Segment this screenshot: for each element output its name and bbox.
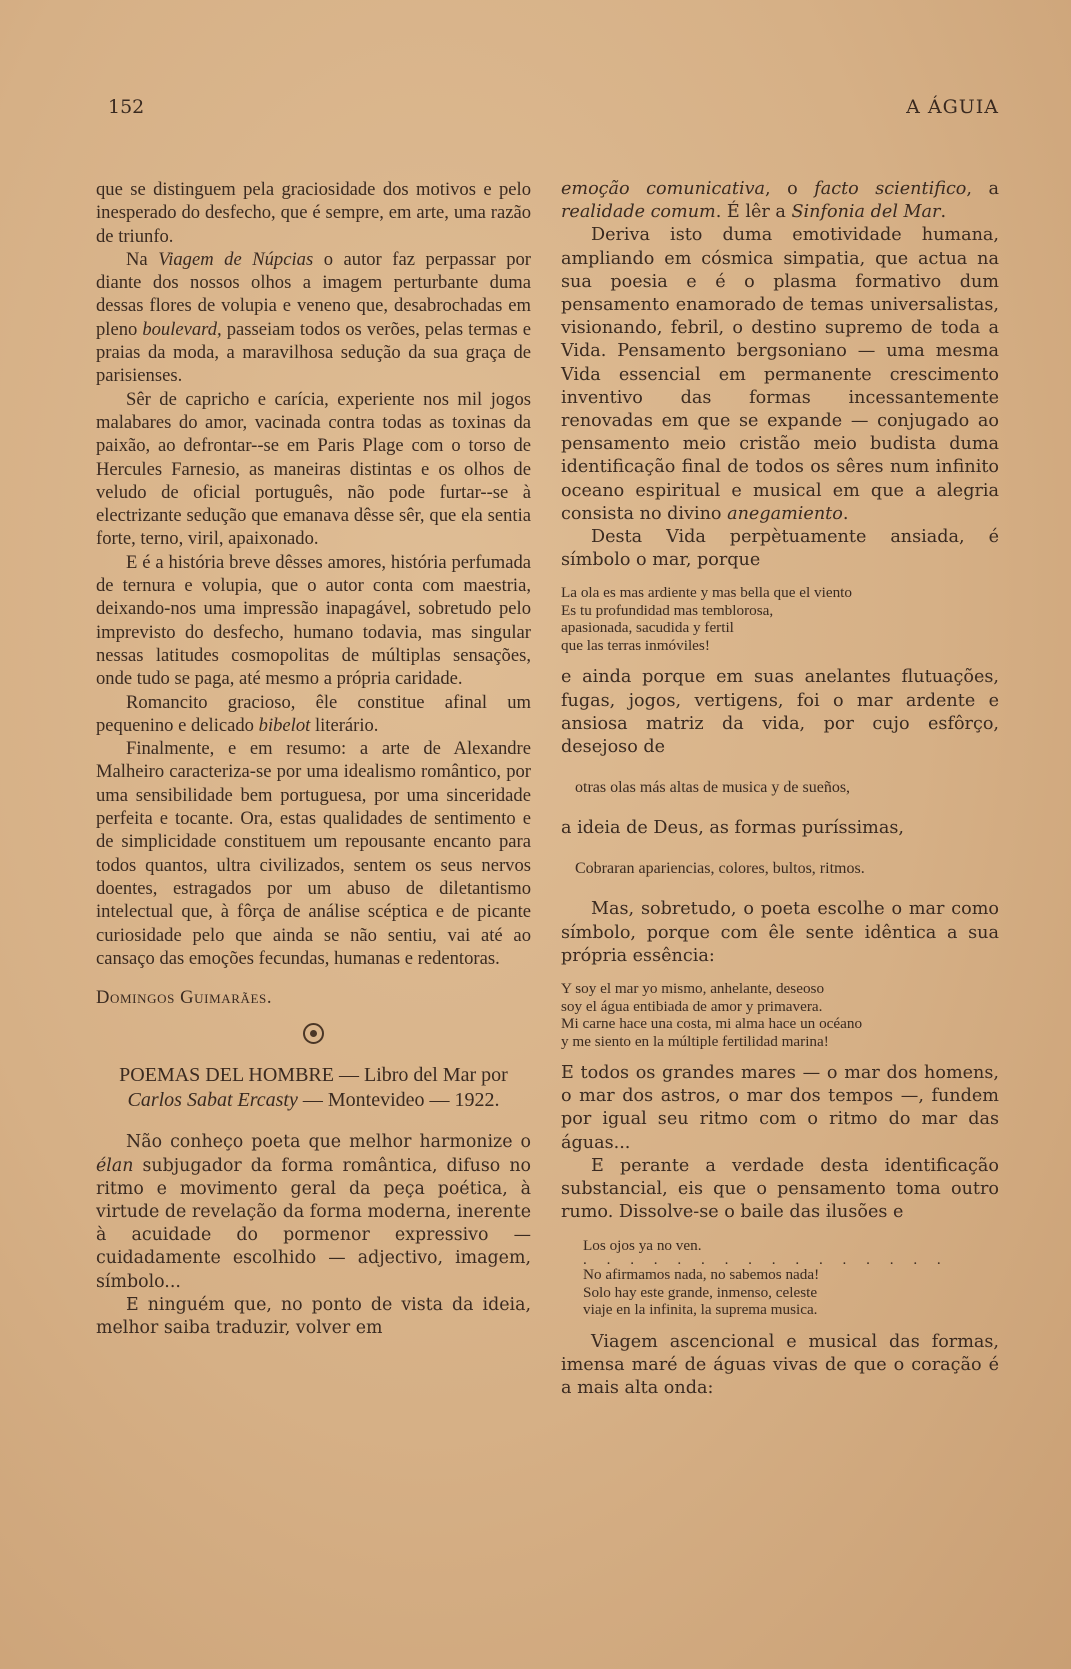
section-ornament-icon: [96, 1023, 531, 1049]
quote-line: Cobraran apariencias, colores, bultos, ritmos.: [575, 860, 865, 878]
poem-line: La ola es mas ardiente y mas bella que el viento: [561, 584, 852, 602]
poem-quote: [561, 584, 999, 654]
paragraph: [96, 248, 531, 388]
paragraph: que se distinguem pela graciosidade dos motivos e pelo inesperado do desfecho, que é sempre, em arte, uma razão de triunfo.: [96, 179, 531, 247]
book-title: Viagem de Núpcias: [158, 248, 314, 270]
paragraph: Finalmente, e em resumo: a arte de Alexandre Malheiro caracteriza-se por uma idealismo romântico, por uma sensibilidade bem portuguesa, por uma sinceridade perfeita e tocante. Ora, estas qualidades de sentimento e de simplicidade constituem um repousante encanto para todos quantos, ultra civilizados, sentem os seus nervos doentes, estragados por um abuso de diletantismo intelectual que, à fôrça de análise scéptica e de picante curiosidade pelo que ainda se não sentiu, vai até ao cansaço das emoções fecundas, humanas e redentoras.: [96, 738, 531, 969]
italic-word: anegamiento: [727, 503, 843, 524]
paragraph: Viagem ascencional e musical das formas, imensa maré de águas vivas de que o coração é a mais alta onda:: [561, 1331, 999, 1398]
paragraph: e ainda porque em suas anelantes flutuações, fugas, jogos, vertigens, foi o mar ardente e ansiosa matriz da vida, por cujo esfôrço, desejoso de: [561, 667, 999, 758]
signature: Domingos Guimarães.: [96, 987, 273, 1009]
text: Não conheço poeta que melhor harmonize o: [126, 1132, 531, 1153]
left-column: [96, 178, 531, 1340]
poem-line: No afirmamos nada, no sabemos nada!: [583, 1266, 820, 1283]
poem-quote: [561, 980, 999, 1050]
italic-phrase: emoção comunicativa: [561, 179, 766, 199]
poem-line: Es tu profundidad mas temblorosa,: [561, 601, 774, 619]
poem-line: viaje en la infinita, la suprema musica.: [583, 1301, 818, 1318]
book-heading: [96, 1063, 531, 1113]
poem-quote: [561, 1237, 999, 1319]
italic-phrase: realidade comum: [561, 202, 716, 223]
text: Na: [126, 248, 159, 270]
paragraph: [561, 178, 999, 224]
text: literário.: [310, 714, 379, 736]
text: , o: [765, 179, 815, 199]
paragraph: Sêr de capricho e carícia, experiente nos mil jogos malabares do amor, vacinada contra todas as toxinas da paixão, ao defrontar--se em Paris Plage com o torso de Hercules Farnesio, as maneiras distintas e os olhos de veludo de oficial português, não pode furtar--se à electrizante sedução que emanava dêsse sêr, que ela sentia forte, terno, viril, apaixonado.: [96, 388, 531, 550]
italic-phrase: facto scientifico: [814, 179, 967, 199]
paragraph: E é a história breve dêsses amores, história perfumada de ternura e volupia, que o autor conta com maestria, deixando-nos uma impressão inapagável, sobretudo pelo imprevisto do desfecho, humano todavia, mas singular nessas latitudes cosmopolitas de múltiplas sensações, onde tudo se paga, até mesmo a própria caridade.: [96, 551, 531, 690]
paragraph: E perante a verdade desta identificação substancial, eis que o pensamento toma outro rumo. Dissolve-se o baile das ilusões e: [561, 1155, 999, 1223]
paragraph: Desta Vida perpètuamente ansiada, é símbolo o mar, porque: [561, 527, 999, 571]
paragraph: E todos os grandes mares — o mar dos homens, o mar dos astros, o mar dos tempos —, fundem por igual seu ritmo com o ritmo do mar das águas...: [561, 1063, 999, 1153]
page-number: 152: [108, 96, 145, 118]
poem-ellipsis: . . . . . . . . . . . . . . . .: [583, 1251, 949, 1268]
text: subjugador da forma romântica, difuso no ritmo e movimento geral da peça poética, à virtude de revelação da forma moderna, inerente à acuidade do pormenor expressivo — cuidadamente escolhido — adjectivo, imagem, símbolo...: [96, 1155, 531, 1292]
text: o autor faz perpassar por diante dos nossos olhos a imagem perturbante duma dessas flores de volupia e veneno que, desabrochadas em pleno: [96, 248, 531, 340]
italic-word: bibelot: [258, 714, 311, 736]
text: Deriva isto duma emotividade humana, ampliando em cósmica simpatia, que actua na sua poesia e é o plasma formativo dum pensamento enamorado de temas universalistas, visionando, febril, o destino supremo de toda a Vida. Pensamento bergsoniano — uma mesma Vida essencial em permanente crescimento inventivo das formas incessantemente renovadas em que se expande — conjugado ao pensamento meio cristão meio budista duma identificação final de todos os sêres num infinito oceano espiritual e musical em que a alegria consista no divino: [561, 225, 999, 524]
text: . É lêr a: [715, 202, 792, 223]
poem-line: Los ojos ya no ven.: [583, 1236, 702, 1254]
poem-line: Y soy el mar yo mismo, anhelante, deseoso: [561, 980, 825, 998]
poem-line: Mi carne hace una costa, mi alma hace un océano: [561, 1015, 863, 1033]
right-column: [561, 178, 999, 1400]
paragraph: E ninguém que, no ponto de vista da ideia, melhor saiba traduzir, volver em: [96, 1294, 531, 1339]
italic-phrase: Sinfonia del Mar: [791, 202, 941, 223]
text: POEMAS DEL HOMBRE — Libro del Mar por: [119, 1064, 508, 1087]
paragraph: a ideia de Deus, as formas puríssimas,: [561, 818, 904, 839]
text: .: [940, 202, 947, 223]
poem-line: apasionada, sacudida y fertil: [561, 619, 734, 637]
book-author: Carlos Sabat Ercasty: [127, 1089, 298, 1112]
poem-line: soy el água entibiada de amor y primavera.: [561, 997, 823, 1015]
paragraph: [96, 1131, 531, 1293]
paragraph: [561, 224, 999, 526]
page-header: [108, 96, 999, 122]
text: — Montevideo — 1922.: [297, 1089, 500, 1112]
quote-line: otras olas más altas de musica y de sueños,: [575, 779, 851, 797]
running-head: A ÁGUIA: [906, 96, 999, 118]
text: , a: [966, 179, 999, 199]
poem-line: Solo hay este grande, inmenso, celeste: [583, 1283, 818, 1301]
italic-word: élan: [96, 1155, 134, 1176]
text: .: [842, 503, 849, 524]
paragraph: [96, 691, 531, 738]
italic-word: boulevard,: [142, 318, 222, 340]
poem-line: y me siento en la múltiple fertilidad marina!: [561, 1032, 829, 1050]
text: Romancito gracioso, êle constitue afinal um pequenino e delicado: [96, 691, 531, 736]
text: passeiam todos os verões, pelas termas e praias da moda, a maravilhosa sedução da sua graça de parisienses.: [96, 318, 531, 387]
poem-line: que las terras inmóviles!: [561, 636, 710, 654]
paragraph: Mas, sobretudo, o poeta escolhe o mar como símbolo, porque com êle sente idêntica a sua própria essência:: [561, 899, 999, 966]
